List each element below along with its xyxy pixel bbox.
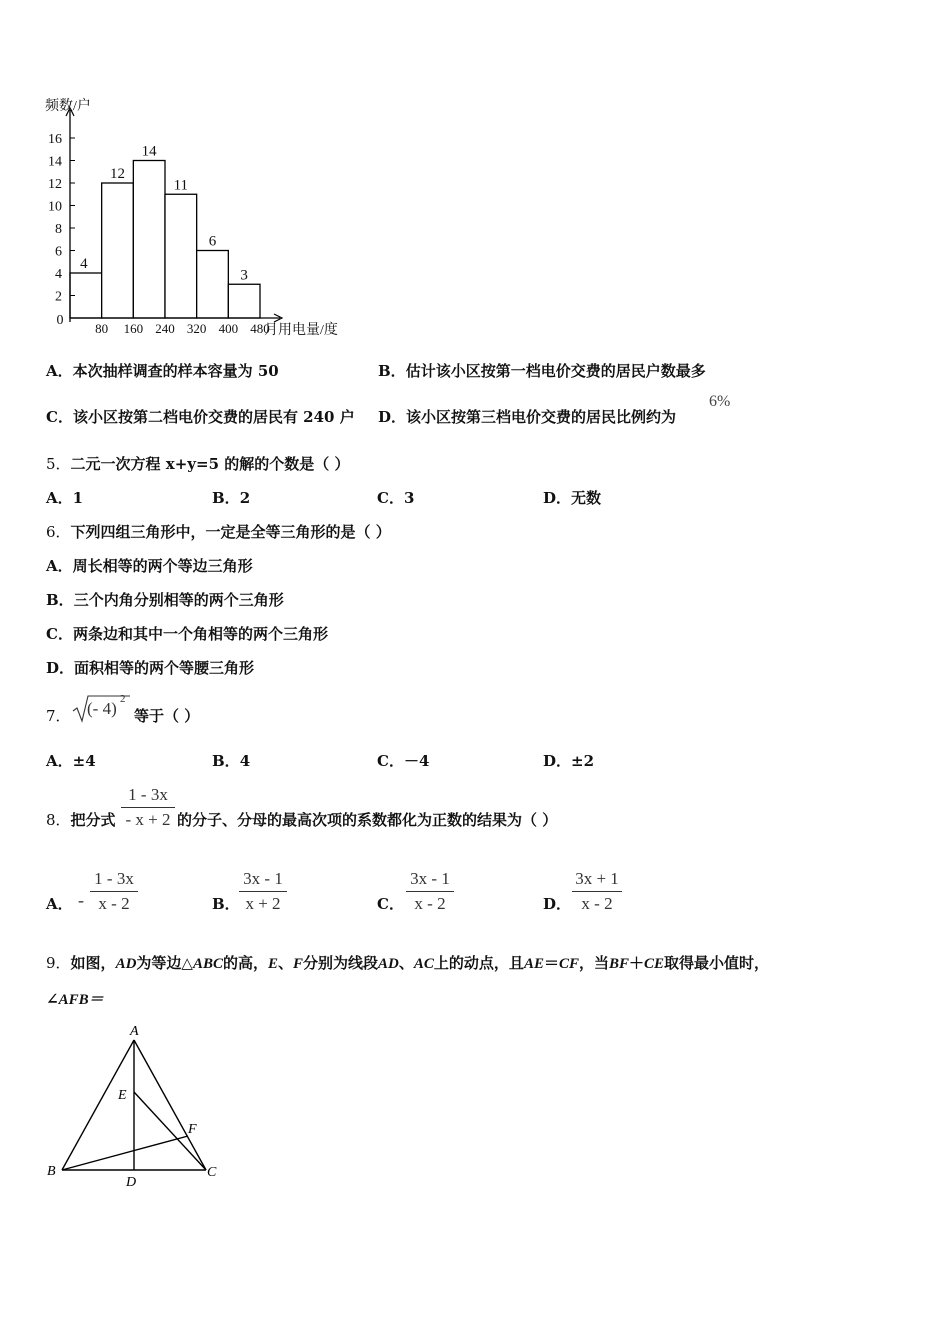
- q6-option-a-letter: A．: [46, 557, 73, 575]
- x-axis-title: 月用电量/度: [264, 323, 338, 338]
- q8-option-a-fraction: [90, 868, 138, 915]
- histogram-bar: [228, 284, 260, 318]
- q6-option-d-text: 面积相等的两个等腰三角形: [74, 659, 255, 677]
- q6-option-c-text: 两条边和其中一个角相等的两个三角形: [72, 625, 328, 643]
- q8-option-d-num: 3x + 1: [575, 869, 619, 888]
- y-tick-label: 12: [48, 177, 62, 192]
- bar-value-label: 11: [173, 177, 189, 194]
- label-c: C: [207, 1165, 217, 1180]
- q9-stem-math: CE: [644, 956, 665, 972]
- q8-option-a-den: x - 2: [98, 894, 130, 913]
- label-e: E: [118, 1088, 127, 1103]
- q9-stem-part: ＝: [543, 954, 559, 972]
- q5-option-c: [377, 488, 414, 508]
- bar-value-label: 12: [110, 166, 125, 182]
- q9-stem-math: BF: [609, 956, 630, 972]
- q8-option-d-bar: [572, 891, 622, 892]
- q8-option-c-bar: [406, 891, 454, 892]
- q5-option-d-text: 无数: [571, 489, 602, 507]
- q8-stem-head-text: 把分式: [70, 811, 116, 829]
- q4-option-b-text: 估计该小区按第一档电价交费的居民户数最多: [405, 362, 706, 380]
- q6-option-c-letter: C．: [46, 625, 73, 643]
- q7-option-c: [377, 751, 429, 771]
- q8-stem-tail: 的分子、分母的最高次项的系数都化为正数的结果为（ ）: [177, 811, 558, 829]
- q9-stem-part: 上的动点，且: [433, 954, 524, 972]
- bar-value-label: 4: [80, 256, 88, 272]
- y-tick-label: 16: [48, 132, 62, 147]
- q7-option-c-letter: C．: [377, 752, 404, 770]
- q9-stem-part: ＋: [629, 954, 645, 972]
- histogram-chart: [40, 94, 370, 344]
- q6-option-b: [46, 590, 284, 610]
- x-tick-label: 400: [218, 321, 239, 336]
- q5-option-c-text: 3: [403, 489, 415, 507]
- q7-option-d-text: ±2: [571, 752, 595, 770]
- q8-option-c-fraction: [406, 868, 454, 915]
- triangle-figure: [40, 1018, 230, 1193]
- label-b: B: [47, 1164, 56, 1179]
- q8-stem-head: [46, 810, 116, 830]
- q4-option-d-value: 6%: [709, 393, 731, 410]
- q9-stem-math: ABC: [192, 956, 223, 972]
- q7-option-a-text: ±4: [72, 752, 96, 770]
- q8-option-b-den: x + 2: [245, 894, 281, 913]
- q4-option-a-text: 本次抽样调查的样本容量为 50: [72, 362, 279, 380]
- q5-stem-text: 二元一次方程 x+y=5 的解的个数是（ ）: [70, 455, 350, 473]
- q4-option-b-letter: B．: [378, 362, 406, 380]
- q6-option-a-text: 周长相等的两个等边三角形: [72, 557, 253, 575]
- histogram-bar: [102, 183, 134, 318]
- q7-stem-tail: 等于（ ）: [134, 707, 200, 725]
- q8-fraction-num: 1 - 3x: [128, 785, 168, 804]
- q7-number: 7．: [46, 707, 71, 725]
- q8-option-c-den: x - 2: [414, 894, 446, 913]
- q7-exponent: 2: [120, 693, 126, 705]
- edge-ac: [134, 1040, 206, 1170]
- q7-option-a: [46, 751, 96, 771]
- q9-stem-math: F: [293, 956, 304, 972]
- q5-option-a-letter: A．: [46, 489, 73, 507]
- q5-option-b-letter: B．: [212, 489, 240, 507]
- q8-number: 8．: [46, 811, 71, 829]
- q4-option-a-letter: A．: [46, 362, 73, 380]
- q8-option-c-num: 3x - 1: [410, 869, 450, 888]
- q8-option-b-num: 3x - 1: [243, 869, 283, 888]
- bar-value-label: 3: [240, 267, 248, 284]
- x-tick-label: 240: [155, 321, 175, 336]
- q4-option-b: [378, 361, 706, 381]
- q6-option-d: [46, 658, 254, 678]
- q6-stem: [46, 522, 391, 542]
- q7-option-d: [543, 751, 594, 771]
- q7-option-b-text: 4: [239, 752, 251, 770]
- q6-option-b-text: 三个内角分别相等的两个三角形: [73, 591, 284, 609]
- q9-stem-math: CF: [558, 956, 579, 972]
- histogram-bar: [197, 251, 229, 319]
- q9-stem-part: 的高，: [222, 954, 268, 972]
- q9-stem-part: 取得最小值时，: [664, 954, 770, 972]
- q8-option-b-bar: [239, 891, 287, 892]
- q4-option-c-text: 该小区按第二档电价交费的居民有 240 户: [72, 408, 355, 426]
- q5-option-a: [46, 488, 83, 508]
- histogram-bar: [133, 161, 165, 319]
- q8-option-d-fraction: [572, 868, 622, 915]
- bar-value-label: 14: [141, 143, 157, 160]
- x-tick-label: 480: [250, 321, 270, 336]
- y-tick-label: 10: [48, 199, 62, 215]
- q5-number: 5．: [46, 455, 71, 473]
- q9-stem-part: 如图，: [70, 954, 116, 972]
- q9-stem-part: 、: [398, 954, 414, 972]
- q8-option-a-bar: [90, 891, 138, 892]
- q8-option-a-letter: [46, 894, 73, 914]
- q7-option-a-letter: A．: [46, 752, 73, 770]
- q7-option-d-letter: D．: [543, 752, 572, 770]
- y-tick-label: 4: [55, 267, 62, 282]
- y-tick-label: 6: [55, 244, 62, 260]
- y-tick-label: 2: [55, 289, 62, 305]
- q4-option-c: [46, 407, 355, 427]
- histogram-bar: [165, 194, 197, 318]
- segment-bf: [62, 1136, 188, 1170]
- q8-option-c-letter: [377, 894, 404, 914]
- q6-option-a: [46, 556, 253, 576]
- q9-stem-math: AD: [378, 956, 399, 972]
- y-tick-label: 8: [55, 222, 62, 237]
- q8-option-a-letter-text: A．: [46, 895, 73, 913]
- q9-stem-math: AE: [523, 956, 544, 972]
- y-axis-title: 频数/户: [45, 99, 91, 114]
- q8-fraction: [121, 784, 175, 831]
- q5-option-a-text: 1: [72, 489, 84, 507]
- bar-value-label: 6: [208, 233, 217, 250]
- q9-stem-math: AC: [413, 956, 434, 972]
- q8-option-d-letter-text: D．: [543, 895, 572, 913]
- label-f: F: [188, 1122, 197, 1137]
- q5-option-d-letter: D．: [543, 489, 572, 507]
- q5-stem: [46, 454, 349, 474]
- q9-stem-part: 分别为线段: [303, 954, 379, 972]
- q8-option-d-letter: [543, 894, 571, 914]
- q8-option-d-den: x - 2: [581, 894, 613, 913]
- q6-option-d-letter: D．: [46, 659, 75, 677]
- q5-option-d: [543, 488, 601, 508]
- x-tick-label: 320: [186, 321, 207, 336]
- q6-stem-text: 下列四组三角形中，一定是全等三角形的是（ ）: [70, 523, 391, 541]
- x-tick-label: 160: [123, 321, 144, 336]
- q6-option-b-letter: B．: [46, 591, 74, 609]
- q9-stem: [46, 953, 769, 974]
- label-a: A: [130, 1024, 139, 1039]
- q8-option-c-letter-text: C．: [377, 895, 404, 913]
- y-tick-label: 14: [48, 154, 62, 170]
- q8-fraction-den: - x + 2: [125, 810, 171, 829]
- q9-number: 9．: [46, 954, 71, 972]
- q7-option-c-text: －4: [403, 752, 430, 770]
- q6-number: 6．: [46, 523, 71, 541]
- label-d: D: [126, 1175, 137, 1190]
- q4-option-c-letter: C．: [46, 408, 73, 426]
- x-tick-label: 0: [56, 313, 64, 328]
- q5-option-b: [212, 488, 250, 508]
- q8-option-a-num: 1 - 3x: [94, 869, 134, 888]
- q4-option-a: [46, 361, 279, 381]
- q7-radicand: (- 4): [87, 699, 117, 718]
- q5-option-b-text: 2: [239, 489, 251, 507]
- q8-fraction-bar: [121, 807, 175, 808]
- q7-option-b: [212, 751, 250, 771]
- q4-option-d-letter: D．: [378, 408, 407, 426]
- q8-option-b-letter: [212, 894, 240, 914]
- q9-line2: ∠AFB＝: [46, 992, 104, 1008]
- q7-option-b-letter: B．: [212, 752, 240, 770]
- q4-option-d-text: 该小区按第三档电价交费的居民比例约为: [406, 408, 677, 426]
- q9-stem-math: AD: [115, 956, 137, 972]
- q8-option-b-letter-text: B．: [212, 895, 240, 913]
- x-tick-label: 80: [95, 321, 109, 336]
- q8-option-b-fraction: [239, 868, 287, 915]
- q9-stem-part: 为等边△: [136, 954, 193, 972]
- q9-stem-part: ，当: [578, 954, 609, 972]
- q9-stem-part: 、: [278, 954, 294, 972]
- q6-option-c: [46, 624, 328, 644]
- q4-option-d: [378, 407, 676, 427]
- q9-stem-math: E: [267, 956, 278, 972]
- q5-option-c-letter: C．: [377, 489, 404, 507]
- edge-ab: [62, 1040, 134, 1170]
- q8-option-a-sign: -: [78, 890, 84, 910]
